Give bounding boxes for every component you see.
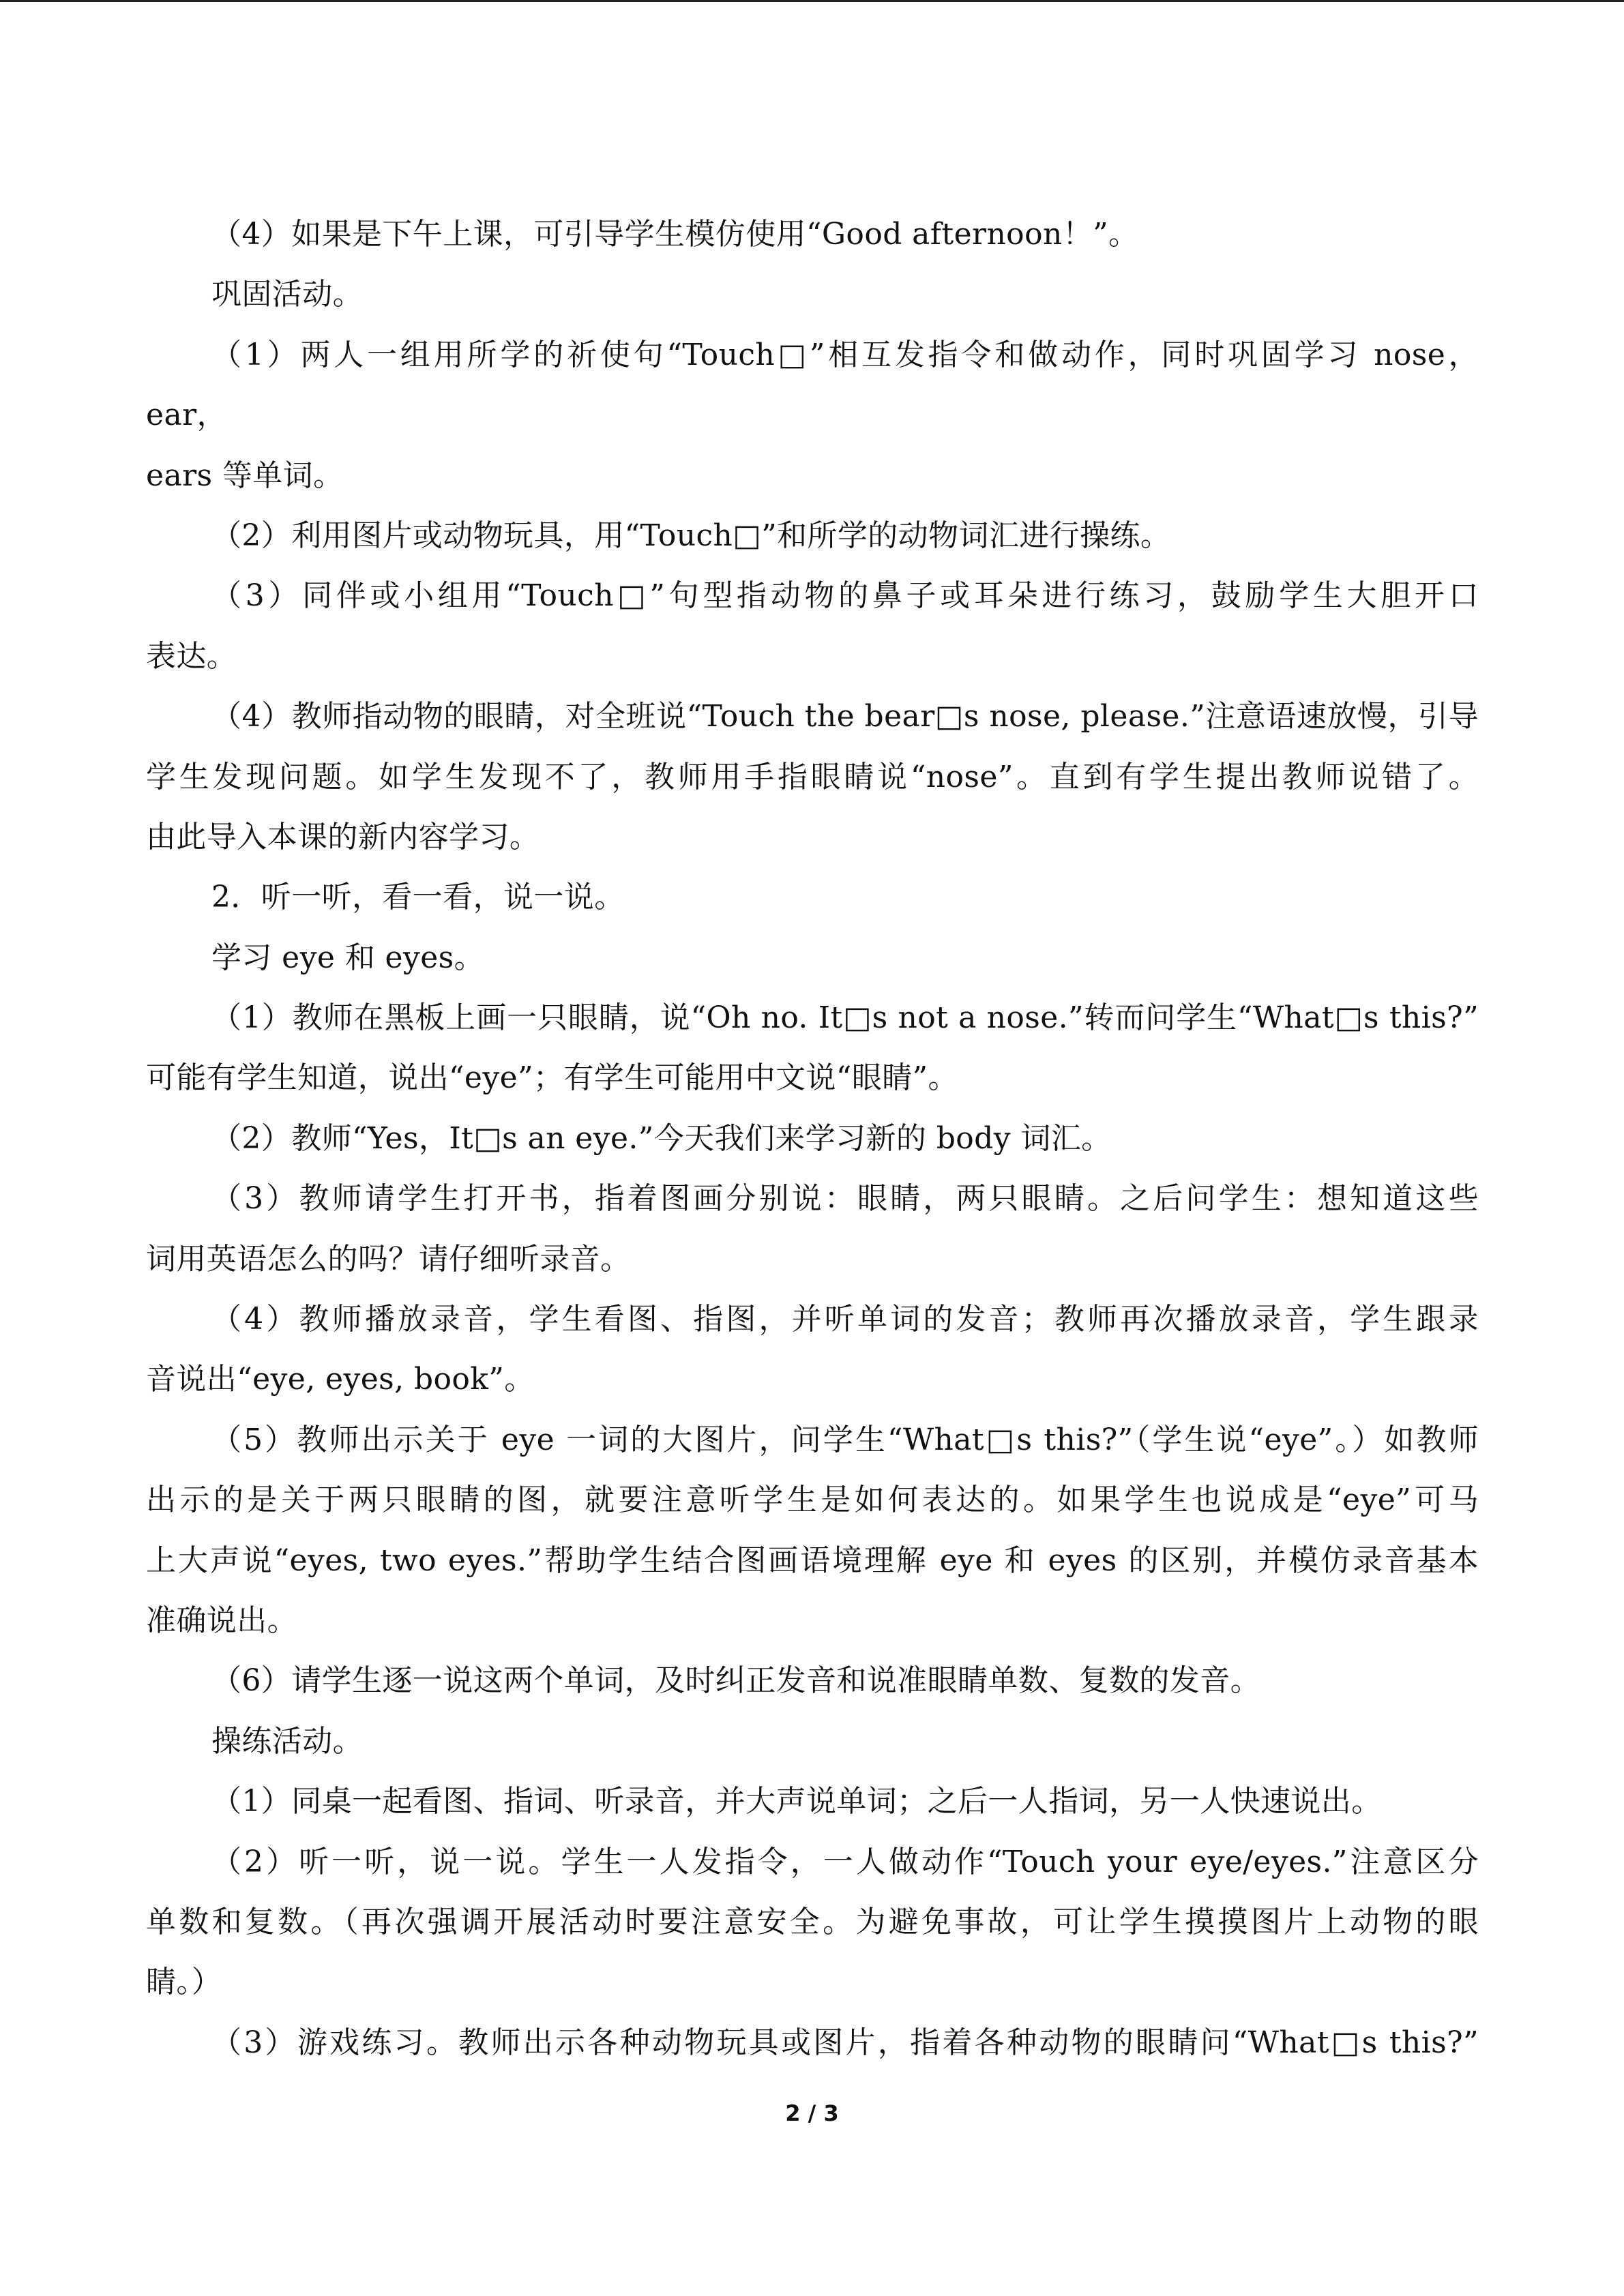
paragraph-line: （3）游戏练习。教师出示各种动物玩具或图片，指着各种动物的眼睛问“What□s this?” bbox=[211, 2025, 1479, 2060]
paragraph-line: ears 等单词。 bbox=[146, 458, 344, 493]
paragraph-line: 音说出“eye, eyes, book”。 bbox=[146, 1362, 535, 1397]
section-heading: 2．听一听，看一看，说一说。 bbox=[211, 880, 625, 915]
paragraph-line: 表达。 bbox=[146, 638, 237, 674]
paragraph-line: 单数和复数。（再次强调开展活动时要注意安全。为避免事故，可让学生摸摸图片上动物的眼 bbox=[146, 1904, 1479, 1939]
paragraph-line: （6）请学生逐一说这两个单词，及时纠正发音和说准眼睛单数、复数的发音。 bbox=[211, 1663, 1260, 1699]
paragraph-line: （2）教师“Yes，It□s an eye.”今天我们来学习新的 body 词汇。 bbox=[211, 1120, 1112, 1156]
paragraph-line: 可能有学生知道，说出“eye”；有学生可能用中文说“眼睛”。 bbox=[146, 1060, 958, 1096]
paragraph-line: （1）两人一组用所学的祈使句“Touch□”相互发指令和做动作，同时巩固学习 nose， bbox=[211, 337, 1479, 372]
top-border-rule bbox=[0, 0, 1624, 2]
paragraph-line: （5）教师出示关于 eye 一词的大图片，问学生“What□s this?”（学生说“eye”。）如教师 bbox=[211, 1422, 1479, 1457]
paragraph-line: 准确说出。 bbox=[146, 1602, 297, 1638]
document-body bbox=[146, 205, 1479, 2073]
paragraph-line: （1）教师在黑板上画一只眼睛，说“Oh no. It□s not a nose.”转而问学生“What□s this?” bbox=[211, 1000, 1479, 1036]
paragraph-line: 词用英语怎么的吗？请仔细听录音。 bbox=[146, 1241, 631, 1277]
section-heading: 操练活动。 bbox=[211, 1723, 363, 1759]
paragraph-line: （4）教师指动物的眼睛，对全班说“Touch the bear□s nose, please.”注意语速放慢，引导 bbox=[211, 699, 1479, 734]
paragraph-line: （3）教师请学生打开书，指着图画分别说：眼睛，两只眼睛。之后问学生：想知道这些 bbox=[211, 1181, 1479, 1217]
paragraph-line: （4）如果是下午上课，可引导学生模仿使用“Good afternoon！”。 bbox=[211, 217, 1139, 252]
paragraph-line: （2）听一听，说一说。学生一人发指令，一人做动作“Touch your eye/eyes.”注意区分 bbox=[211, 1844, 1479, 1879]
paragraph-line: ear， bbox=[146, 398, 227, 433]
paragraph-line: （3）同伴或小组用“Touch□”句型指动物的鼻子或耳朵进行练习，鼓励学生大胆开口 bbox=[211, 578, 1479, 614]
section-heading: 巩固活动。 bbox=[211, 277, 363, 312]
paragraph-line: （1）同桌一起看图、指词、听录音，并大声说单词；之后一人指词，另一人快速说出。 bbox=[211, 1784, 1382, 1819]
paragraph-line: （2）利用图片或动物玩具，用“Touch□”和所学的动物词汇进行操练。 bbox=[211, 518, 1171, 553]
section-heading: 学习 eye 和 eyes。 bbox=[211, 940, 485, 975]
paragraph-line: 睛。） bbox=[146, 1965, 222, 2000]
paragraph-line: 学生发现问题。如学生发现不了，教师用手指眼睛说“nose”。直到有学生提出教师说错了。 bbox=[146, 759, 1479, 794]
paragraph-line: 由此导入本课的新内容学习。 bbox=[146, 819, 540, 854]
page-number: 2 / 3 bbox=[785, 2100, 839, 2126]
paragraph-line: 出示的是关于两只眼睛的图，就要注意听学生是如何表达的。如果学生也说成是“eye”可马 bbox=[146, 1482, 1479, 1518]
paragraph-line: （4）教师播放录音，学生看图、指图，并听单词的发音；教师再次播放录音，学生跟录 bbox=[211, 1302, 1479, 1337]
paragraph-line: 上大声说“eyes, two eyes.”帮助学生结合图画语境理解 eye 和 eyes 的区别，并模仿录音基本 bbox=[146, 1542, 1479, 1578]
